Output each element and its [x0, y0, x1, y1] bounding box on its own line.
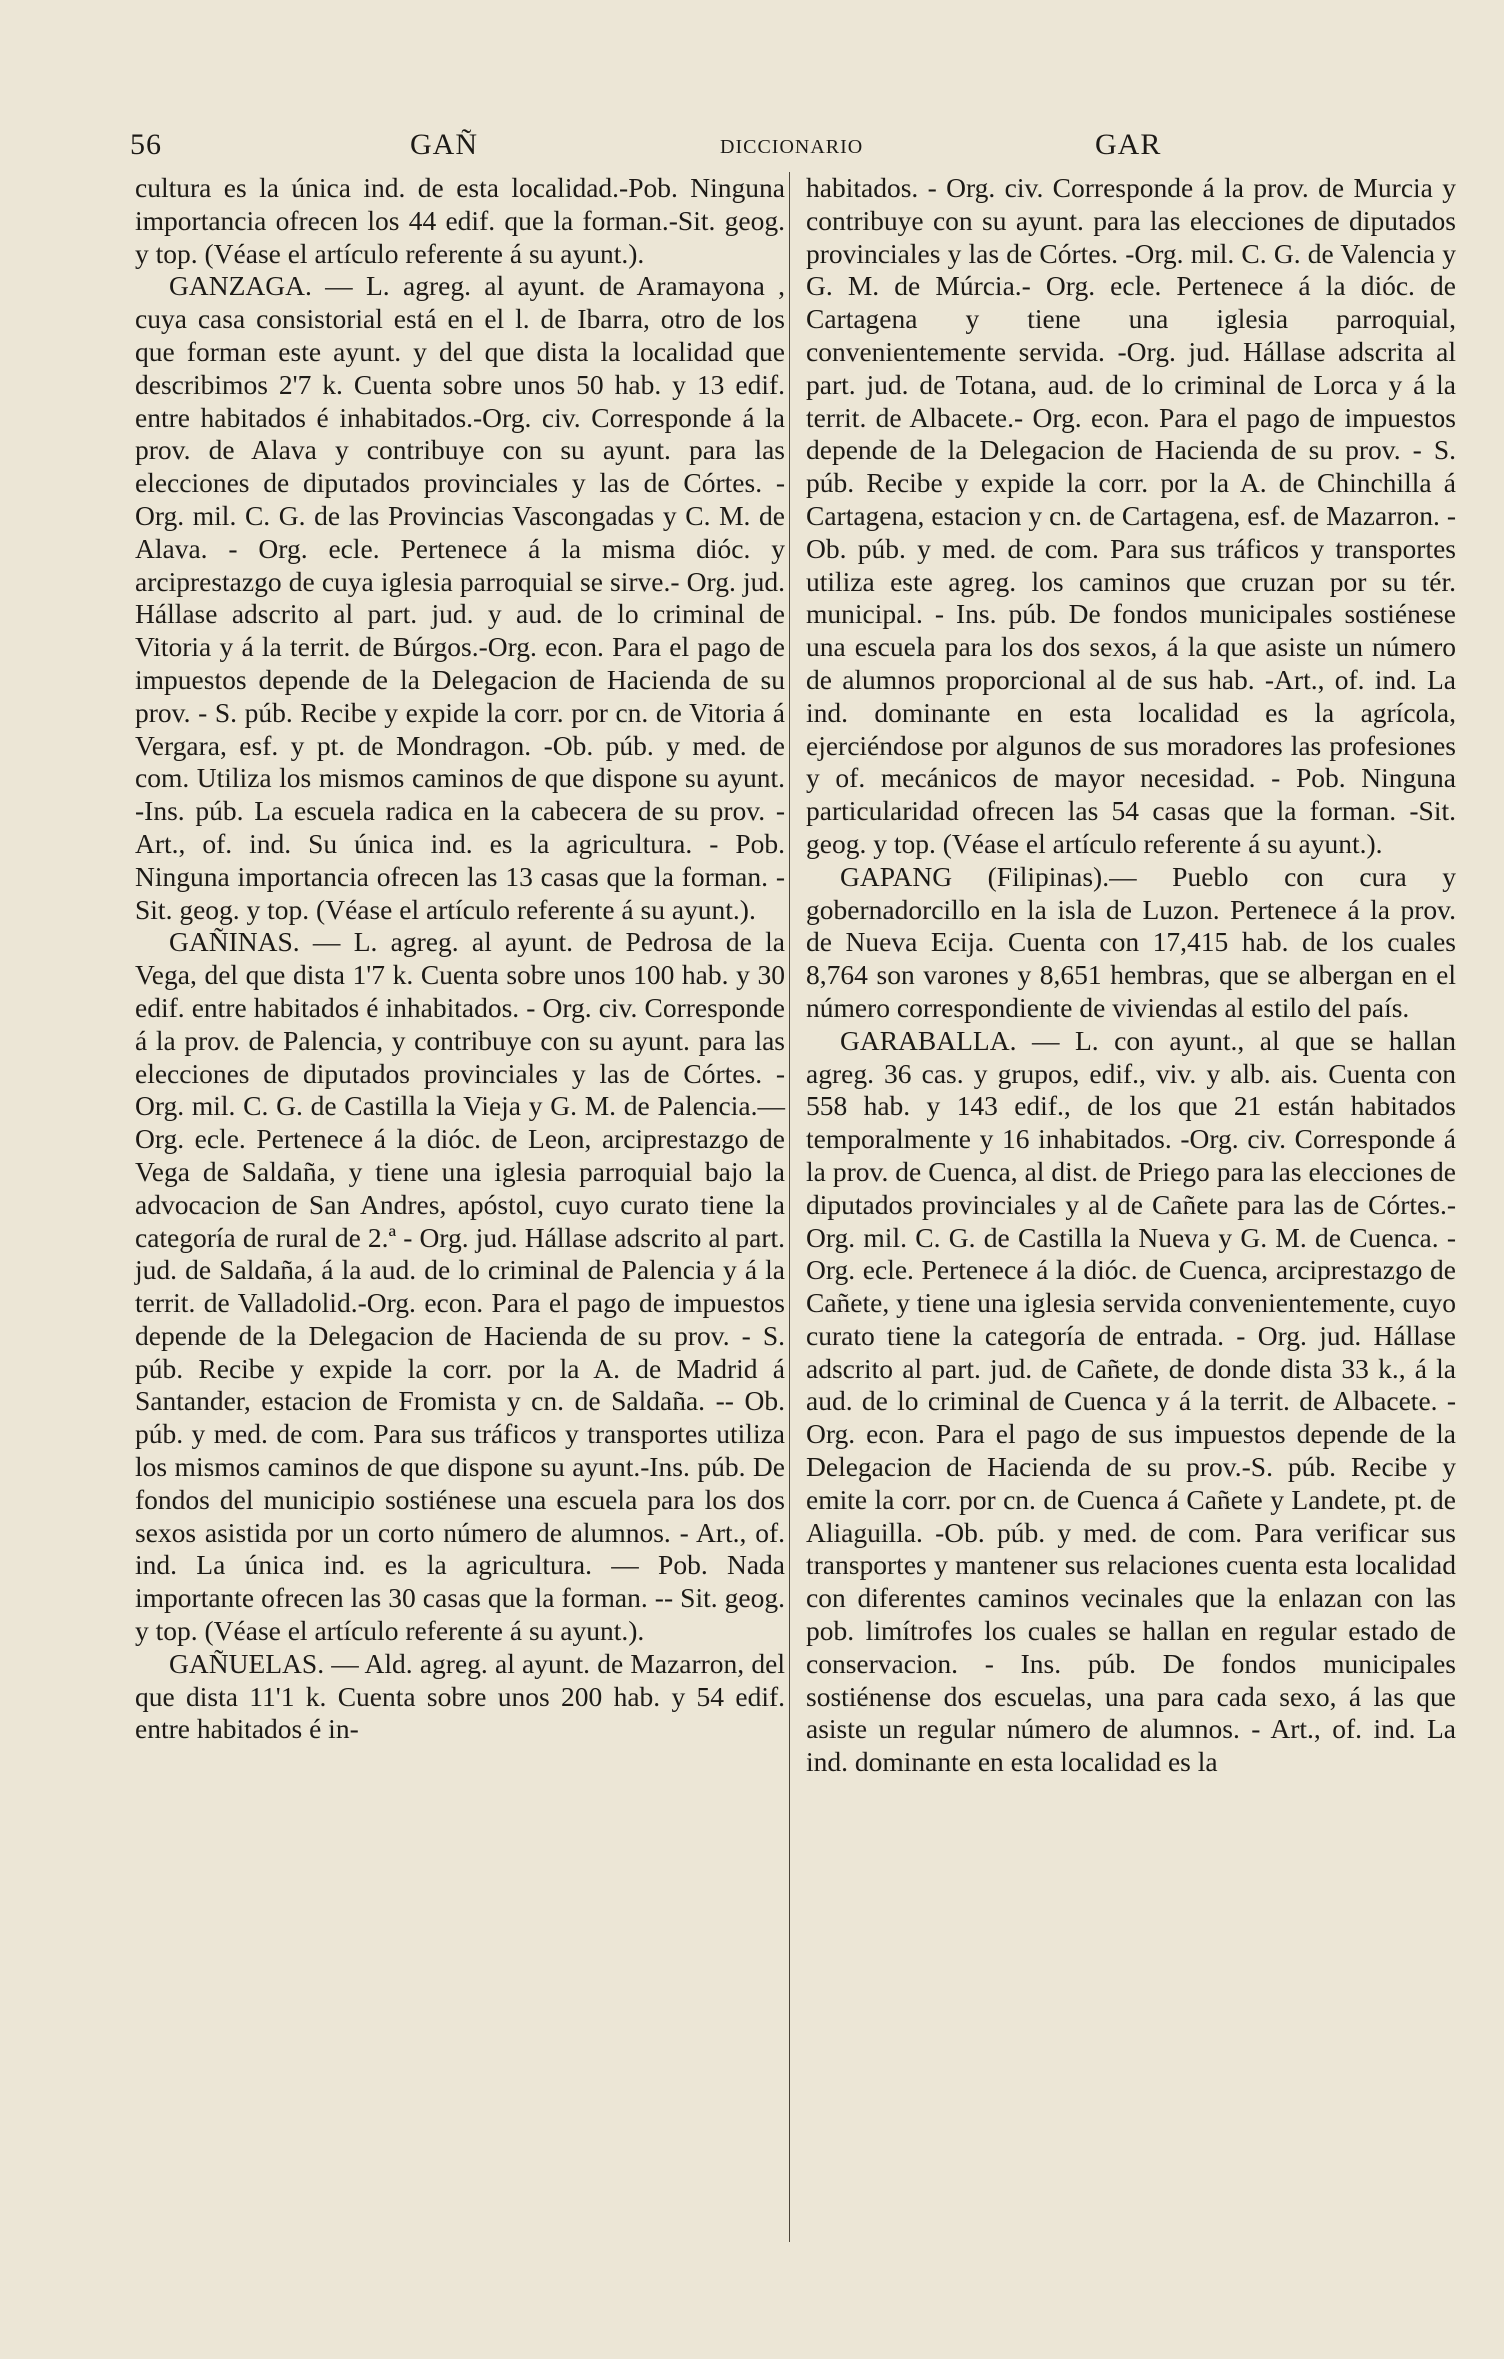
left-column	[135, 172, 785, 1746]
entry-ganinas: GAÑINAS. — L. agreg. al ayunt. de Pedrosa de la Vega, del que dista 1'7 k. Cuenta sobre unos 100 hab. y 30 edif. entre habitados é inhabitados. - Org. civ. Corresponde á la prov. de Palencia, y contribuye con su ayunt. para las elecciones de diputados provinciales y las de Córtes. - Org. mil. C. G. de Castilla la Vieja y G. M. de Palencia.—Org. ecle. Pertenece á la dióc. de Leon, arciprestazgo de Vega de Saldaña, y tiene una iglesia parroquial bajo la advocacion de San Andres, apóstol, cuyo curato tiene la categoría de rural de 2.ª - Org. jud. Hállase adscrito al part. jud. de Saldaña, á la aud. de lo criminal de Palencia y á la territ. de Valladolid.-Org. econ. Para el pago de impuestos depende de la Delegacion de Hacienda de su prov. - S. púb. Recibe y expide la corr. por la A. de Madrid á Santander, estacion de Fromista y cn. de Saldaña. -- Ob. púb. y med. de com. Para sus tráficos y transportes utiliza los mismos caminos de que dispone su ayunt.-Ins. púb. De fondos del municipio sostiénese una escuela para los dos sexos asistida por un corto número de alumnos. - Art., of. ind. La única ind. es la agricultura. — Pob. Nada importante ofrecen las 30 casas que la forman. -- Sit. geog. y top. (Véase el artículo referente á su ayunt.).	[135, 926, 785, 1647]
page-number: 56	[130, 128, 162, 161]
page-header	[130, 128, 1460, 176]
entry-garaballa: GARABALLA. — L. con ayunt., al que se hallan agreg. 36 cas. y grupos, edif., viv. y alb. ais. Cuenta con 558 hab. y 143 edif., de los que 21 están habitados temporalmente y 16 inhabitados. -Org. civ. Corresponde á la prov. de Cuenca, al dist. de Priego para las elecciones de diputados provinciales y al de Cañete para las de Córtes.-Org. mil. C. G. de Castilla la Nueva y G. M. de Cuenca. - Org. ecle. Pertenece á la dióc. de Cuenca, arciprestazgo de Cañete, y tiene una iglesia servida convenientemente, cuyo curato tiene la categoría de entrada. - Org. jud. Hállase adscrito al part. jud. de Cañete, de donde dista 33 k., á la aud. de lo criminal de Cuenca y á la territ. de Albacete. - Org. econ. Para el pago de sus impuestos depende de la Delegacion de Hacienda de su prov.-S. púb. Recibe y emite la corr. por cn. de Cuenca á Cañete y Landete, pt. de Aliaguilla. -Ob. púb. y med. de com. Para verificar sus transportes y mantener sus relaciones cuenta esta localidad con diferentes caminos vecinales que la enlazan con las pob. limítrofes los cuales se hallan en regular estado de conservacion. - Ins. púb. De fondos municipales sostiénense dos escuelas, una para cada sexo, á las que asiste un regular número de alumnos. - Art., of. ind. La ind. dominante en esta localidad es la	[806, 1024, 1456, 1778]
header-title: DICCIONARIO	[720, 136, 864, 158]
entry-paragraph: cultura es la única ind. de esta localidad.-Pob. Ninguna importancia ofrecen los 44 edif. que la forman.-Sit. geog. y top. (Véase el artículo referente á su ayunt.).	[135, 172, 785, 269]
entry-ganuelas: GAÑUELAS. — Ald. agreg. al ayunt. de Mazarron, del que dista 11'1 k. Cuenta sobre unos 200 hab. y 54 edif. entre habitados é in-	[135, 1647, 785, 1745]
entry-ganzaga: GANZAGA. — L. agreg. al ayunt. de Aramayona , cuya casa consistorial está en el l. de Ibarra, otro de los que forman este ayunt. y del que dista la localidad que describimos 2'7 k. Cuenta sobre unos 50 hab. y 13 edif. entre habitados é inhabitados.-Org. civ. Corresponde á la prov. de Alava y contribuye con su ayunt. para las elecciones de diputados provinciales y las de Córtes. - Org. mil. C. G. de las Provincias Vascongadas y C. M. de Alava. - Org. ecle. Pertenece á la misma dióc. y arciprestazgo de cuya iglesia parroquial se sirve.- Org. jud. Hállase adscrito al part. jud. y aud. de lo criminal de Vitoria y á la territ. de Búrgos.-Org. econ. Para el pago de impuestos depende de la Delegacion de Hacienda de su prov. - S. púb. Recibe y expide la corr. por cn. de Vitoria á Vergara, esf. y pt. de Mondragon. -Ob. púb. y med. de com. Utiliza los mismos caminos de que dispone su ayunt. -Ins. púb. La escuela radica en la cabecera de su prov. - Art., of. ind. Su única ind. es la agricultura. - Pob. Ninguna importancia ofrecen las 13 casas que la forman. -Sit. geog. y top. (Véase el artículo referente á su ayunt.).	[135, 270, 785, 925]
entry-paragraph: habitados. - Org. civ. Corresponde á la prov. de Murcia y contribuye con su ayunt. para las elecciones de diputados provinciales y las de Córtes. -Org. mil. C. G. de Valencia y G. M. de Múrcia.- Org. ecle. Pertenece á la dióc. de Cartagena y tiene una iglesia parroquial, convenientemente servida. -Org. jud. Hállase adscrita al part. jud. de Totana, aud. de lo criminal de Lorca y á la territ. de Albacete.- Org. econ. Para el pago de impuestos depende de la Delegacion de Hacienda de su prov. - S. púb. Recibe y expide la corr. por la A. de Chinchilla á Cartagena, estacion y cn. de Cartagena, esf. de Mazarron. - Ob. púb. y med. de com. Para sus tráficos y transportes utiliza este agreg. los caminos que cruzan por su tér. municipal. - Ins. púb. De fondos municipales sostiénese una escuela para los dos sexos, á la que asiste un número de alumnos proporcional al de sus hab. -Art., of. ind. La ind. dominante en esta localidad es la agrícola, ejerciéndose por algunos de sus moradores las profesiones y of. mecánicos de mayor necesidad. - Pob. Ninguna particularidad ofrecen las 54 casas que la forman. -Sit. geog. y top. (Véase el artículo referente á su ayunt.).	[806, 172, 1456, 859]
header-right-word: GAR	[1095, 128, 1162, 161]
column-divider	[789, 172, 790, 2242]
right-column	[806, 172, 1456, 1779]
header-left-word: GAÑ	[410, 128, 478, 161]
entry-gapang: GAPANG (Filipinas).— Pueblo con cura y gobernadorcillo en la isla de Luzon. Pertenece á la prov. de Nueva Ecija. Cuenta con 17,415 hab. de los cuales 8,764 son varones y 8,651 hembras, que se albergan en el número correspondiente de viviendas al estilo del país.	[806, 860, 1456, 1023]
